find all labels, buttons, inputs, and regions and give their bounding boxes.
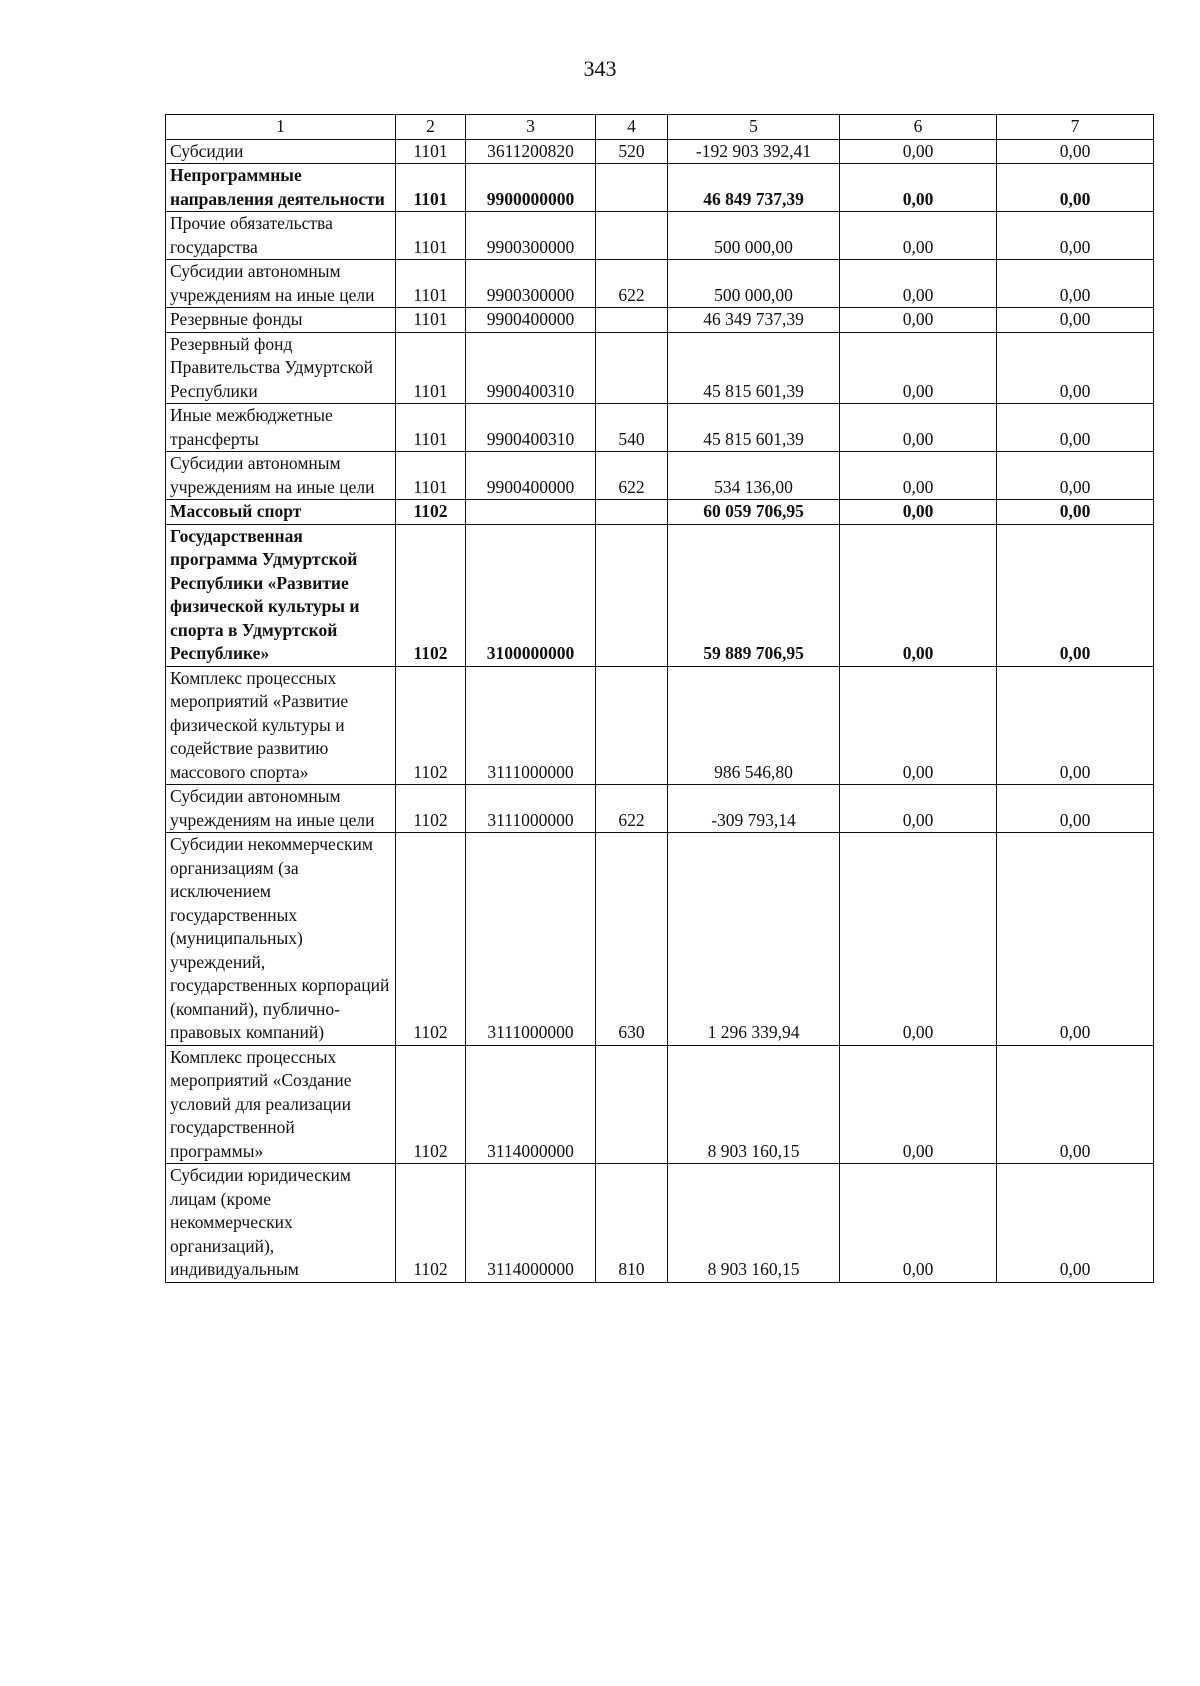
amount-cell: 8 903 160,15 bbox=[668, 1045, 840, 1164]
expense-type-cell bbox=[596, 164, 668, 212]
section-code-cell: 1102 bbox=[396, 500, 466, 525]
row-name-cell: Комплекс процессных мероприятий «Создание условий для реализации государственной программы» bbox=[166, 1045, 396, 1164]
amount-cell: 0,00 bbox=[840, 666, 997, 785]
row-name-cell: Резервный фонд Правительства Удмуртской Республики bbox=[166, 332, 396, 404]
amount-cell: 1 296 339,94 bbox=[668, 833, 840, 1046]
section-code-cell: 1102 bbox=[396, 1164, 466, 1283]
expense-type-cell bbox=[596, 1045, 668, 1164]
row-name-cell: Прочие обязательства государства bbox=[166, 212, 396, 260]
section-code-cell: 1102 bbox=[396, 833, 466, 1046]
column-header: 2 bbox=[396, 115, 466, 140]
column-header: 1 bbox=[166, 115, 396, 140]
amount-cell: 0,00 bbox=[997, 452, 1154, 500]
table-row bbox=[166, 785, 1154, 833]
table-row bbox=[166, 500, 1154, 525]
amount-cell: 0,00 bbox=[997, 308, 1154, 333]
section-code-cell: 1101 bbox=[396, 404, 466, 452]
amount-cell: 0,00 bbox=[997, 666, 1154, 785]
expense-type-cell: 810 bbox=[596, 1164, 668, 1283]
expense-type-cell bbox=[596, 212, 668, 260]
budget-table bbox=[165, 114, 1154, 1283]
target-code-cell: 9900400310 bbox=[466, 404, 596, 452]
amount-cell: 0,00 bbox=[997, 1045, 1154, 1164]
table-row bbox=[166, 260, 1154, 308]
table-row bbox=[166, 833, 1154, 1046]
section-code-cell: 1102 bbox=[396, 785, 466, 833]
amount-cell: 0,00 bbox=[997, 212, 1154, 260]
amount-cell: 0,00 bbox=[997, 524, 1154, 666]
amount-cell: 0,00 bbox=[997, 139, 1154, 164]
amount-cell: 0,00 bbox=[997, 500, 1154, 525]
section-code-cell: 1101 bbox=[396, 332, 466, 404]
amount-cell: 0,00 bbox=[840, 1045, 997, 1164]
header-row bbox=[166, 115, 1154, 140]
amount-cell: 0,00 bbox=[840, 164, 997, 212]
amount-cell: -309 793,14 bbox=[668, 785, 840, 833]
table-row bbox=[166, 452, 1154, 500]
expense-type-cell: 622 bbox=[596, 260, 668, 308]
target-code-cell: 9900300000 bbox=[466, 260, 596, 308]
amount-cell: -192 903 392,41 bbox=[668, 139, 840, 164]
target-code-cell: 9900000000 bbox=[466, 164, 596, 212]
amount-cell: 0,00 bbox=[840, 452, 997, 500]
row-name-cell: Иные межбюджетные трансферты bbox=[166, 404, 396, 452]
amount-cell: 0,00 bbox=[840, 332, 997, 404]
expense-type-cell: 520 bbox=[596, 139, 668, 164]
section-code-cell: 1101 bbox=[396, 308, 466, 333]
section-code-cell: 1101 bbox=[396, 452, 466, 500]
table-row bbox=[166, 524, 1154, 666]
target-code-cell: 3111000000 bbox=[466, 785, 596, 833]
expense-type-cell: 622 bbox=[596, 452, 668, 500]
section-code-cell: 1102 bbox=[396, 666, 466, 785]
amount-cell: 534 136,00 bbox=[668, 452, 840, 500]
section-code-cell: 1101 bbox=[396, 212, 466, 260]
amount-cell: 0,00 bbox=[840, 524, 997, 666]
amount-cell: 0,00 bbox=[840, 308, 997, 333]
column-header: 6 bbox=[840, 115, 997, 140]
target-code-cell: 9900300000 bbox=[466, 212, 596, 260]
amount-cell: 986 546,80 bbox=[668, 666, 840, 785]
target-code-cell: 9900400310 bbox=[466, 332, 596, 404]
column-header: 7 bbox=[997, 115, 1154, 140]
row-name-cell: Массовый спорт bbox=[166, 500, 396, 525]
section-code-cell: 1101 bbox=[396, 260, 466, 308]
section-code-cell: 1101 bbox=[396, 164, 466, 212]
row-name-cell: Комплекс процессных мероприятий «Развитие физической культуры и содействие развитию массового спорта» bbox=[166, 666, 396, 785]
amount-cell: 59 889 706,95 bbox=[668, 524, 840, 666]
amount-cell: 0,00 bbox=[997, 404, 1154, 452]
row-name-cell: Резервные фонды bbox=[166, 308, 396, 333]
amount-cell: 0,00 bbox=[840, 260, 997, 308]
amount-cell: 60 059 706,95 bbox=[668, 500, 840, 525]
target-code-cell: 3111000000 bbox=[466, 833, 596, 1046]
amount-cell: 500 000,00 bbox=[668, 260, 840, 308]
section-code-cell: 1102 bbox=[396, 524, 466, 666]
row-name-cell: Субсидии автономным учреждениям на иные цели bbox=[166, 785, 396, 833]
expense-type-cell bbox=[596, 332, 668, 404]
expense-type-cell bbox=[596, 666, 668, 785]
amount-cell: 0,00 bbox=[840, 139, 997, 164]
amount-cell: 0,00 bbox=[997, 833, 1154, 1046]
expense-type-cell bbox=[596, 500, 668, 525]
amount-cell: 500 000,00 bbox=[668, 212, 840, 260]
table-row bbox=[166, 139, 1154, 164]
amount-cell: 46 849 737,39 bbox=[668, 164, 840, 212]
target-code-cell: 3111000000 bbox=[466, 666, 596, 785]
page-number: 343 bbox=[583, 56, 617, 81]
amount-cell: 45 815 601,39 bbox=[668, 404, 840, 452]
row-name-cell: Субсидии автономным учреждениям на иные цели bbox=[166, 260, 396, 308]
table-row bbox=[166, 1045, 1154, 1164]
amount-cell: 0,00 bbox=[840, 1164, 997, 1283]
target-code-cell bbox=[466, 500, 596, 525]
amount-cell: 45 815 601,39 bbox=[668, 332, 840, 404]
row-name-cell: Государственная программа Удмуртской Республики «Развитие физической культуры и спорта в Удмуртской Республике» bbox=[166, 524, 396, 666]
target-code-cell: 9900400000 bbox=[466, 452, 596, 500]
amount-cell: 0,00 bbox=[840, 500, 997, 525]
amount-cell: 0,00 bbox=[997, 785, 1154, 833]
amount-cell: 0,00 bbox=[997, 1164, 1154, 1283]
expense-type-cell: 630 bbox=[596, 833, 668, 1046]
section-code-cell: 1102 bbox=[396, 1045, 466, 1164]
expense-type-cell bbox=[596, 308, 668, 333]
expense-type-cell: 540 bbox=[596, 404, 668, 452]
table-row bbox=[166, 332, 1154, 404]
target-code-cell: 3114000000 bbox=[466, 1164, 596, 1283]
amount-cell: 0,00 bbox=[840, 212, 997, 260]
row-name-cell: Субсидии юридическим лицам (кроме некоммерческих организаций), индивидуальным bbox=[166, 1164, 396, 1283]
expense-type-cell bbox=[596, 524, 668, 666]
amount-cell: 8 903 160,15 bbox=[668, 1164, 840, 1283]
target-code-cell: 9900400000 bbox=[466, 308, 596, 333]
target-code-cell: 3611200820 bbox=[466, 139, 596, 164]
row-name-cell: Непрограммные направления деятельности bbox=[166, 164, 396, 212]
target-code-cell: 3114000000 bbox=[466, 1045, 596, 1164]
table-row bbox=[166, 212, 1154, 260]
column-header: 3 bbox=[466, 115, 596, 140]
target-code-cell: 3100000000 bbox=[466, 524, 596, 666]
column-header: 5 bbox=[668, 115, 840, 140]
column-header: 4 bbox=[596, 115, 668, 140]
amount-cell: 0,00 bbox=[997, 164, 1154, 212]
row-name-cell: Субсидии bbox=[166, 139, 396, 164]
expense-type-cell: 622 bbox=[596, 785, 668, 833]
row-name-cell: Субсидии автономным учреждениям на иные цели bbox=[166, 452, 396, 500]
amount-cell: 0,00 bbox=[840, 785, 997, 833]
amount-cell: 0,00 bbox=[840, 404, 997, 452]
table-row bbox=[166, 308, 1154, 333]
section-code-cell: 1101 bbox=[396, 139, 466, 164]
table-row bbox=[166, 164, 1154, 212]
amount-cell: 46 349 737,39 bbox=[668, 308, 840, 333]
row-name-cell: Субсидии некоммерческим организациям (за исключением государственных (муниципальных) учреждений, государственных корпораций (компаний), публично-правовых компаний) bbox=[166, 833, 396, 1046]
amount-cell: 0,00 bbox=[997, 332, 1154, 404]
table-row bbox=[166, 404, 1154, 452]
amount-cell: 0,00 bbox=[997, 260, 1154, 308]
amount-cell: 0,00 bbox=[840, 833, 997, 1046]
table-row bbox=[166, 1164, 1154, 1283]
table-row bbox=[166, 666, 1154, 785]
